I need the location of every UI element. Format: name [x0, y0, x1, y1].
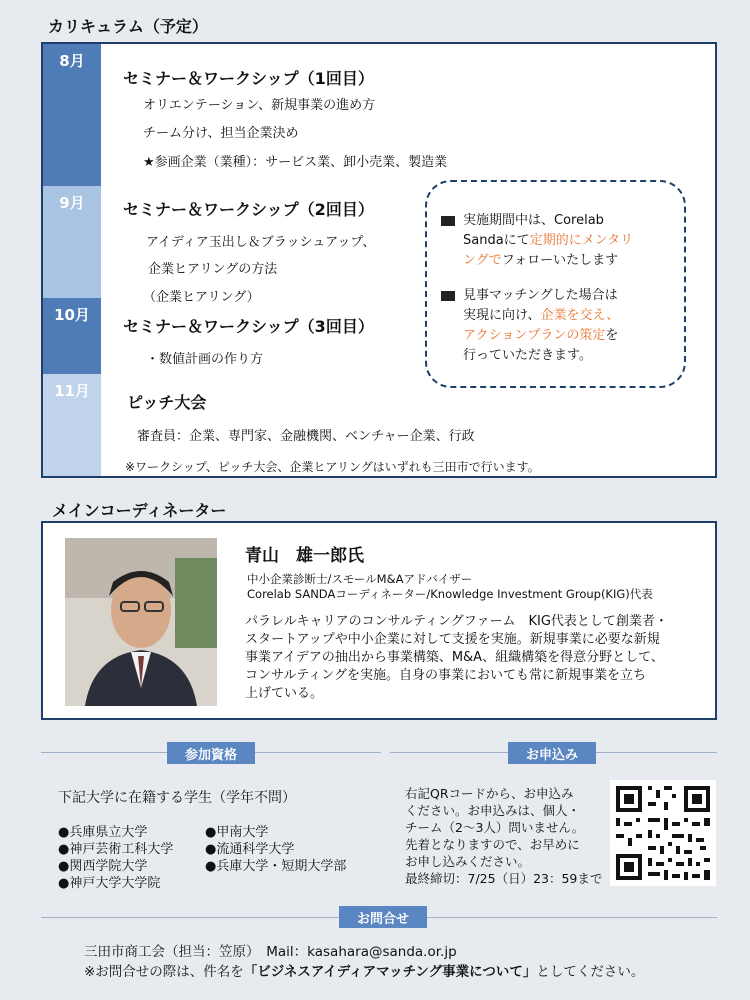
contact-tag: お問合せ: [339, 906, 427, 928]
coordinator-photo: [65, 538, 217, 706]
session2-line1: アイディア玉出し＆ブラッシュアップ、: [146, 235, 376, 250]
coordinator-box: [41, 521, 717, 720]
contact-line1: 三田市商工会（担当：笠原） Mail：kasahara@sanda.or.jp: [84, 944, 457, 960]
coordinator-bio: パラレルキャリアのコンサルティングファーム KIG代表として創業者・ スタートアップや中小企業に対して支援を実施。新規事業に必要な新規 事業アイデアの抽出から事業構築、M&A、組織構築を得意分野として、 コンサルティングを実施。自身の事業においても常に新規事業を立ち 上げている。: [245, 614, 668, 701]
square-bullet-icon: [441, 216, 455, 226]
session4-title: ピッチ大会: [127, 393, 207, 412]
coordinator-role2: Corelab SANDAコーディネーター/Knowledge Investment Group(KIG)代表: [247, 587, 653, 601]
eligibility-tag: 参加資格: [167, 742, 255, 764]
coordinator-section-title: メインコーディネーター: [52, 501, 227, 520]
note-item-2: 見事マッチングした場合は 実現に向け、企業を交え、 アクションプランの策定を 行っていただきます。: [441, 286, 671, 366]
month-column: [43, 44, 101, 476]
school-item: ●関西学院大学: [58, 859, 148, 874]
school-item: ●甲南大学: [205, 825, 269, 840]
session1-line1: オリエンテーション、新規事業の進め方: [143, 98, 376, 113]
apply-tag: お申込み: [508, 742, 596, 764]
qr-code-icon[interactable]: [610, 780, 716, 886]
school-item: ●兵庫県立大学: [58, 825, 148, 840]
school-item: ●兵庫大学・短期大学部: [205, 859, 347, 874]
coordinator-name: 青山 雄一郎氏: [245, 546, 364, 566]
month-september: 9月: [43, 186, 101, 298]
note-item-1: 実施期間中は、Corelab Sandaにて定期的にメンタリ ングでフォローいたします: [441, 211, 671, 271]
session3-line1: ・数値計画の作り方: [146, 352, 264, 367]
session2-line2: 企業ヒアリングの方法: [148, 262, 278, 277]
session2-line3: （企業ヒアリング）: [143, 290, 260, 305]
square-bullet-icon: [441, 291, 455, 301]
eligibility-lead: 下記大学に在籍する学生（学年不問）: [58, 790, 296, 806]
session1-line2: チーム分け、担当企業決め: [143, 126, 299, 141]
session2-title: セミナー＆ワークシップ（2回目）: [123, 200, 374, 219]
school-item: ●神戸芸術工科大学: [58, 842, 174, 857]
month-november: 11月: [43, 374, 101, 476]
apply-text: 右記QRコードから、お申込み ください。お申込みは、個人・ チーム（2～3人）問いません。 先着となりますので、お早めに お申し込みください。 最終締切：7/25（日）23：59まで: [405, 786, 603, 886]
school-item: ●流通科学大学: [205, 842, 295, 857]
contact-line2: ※お問合せの際は、件名を「ビジネスアイディアマッチング事業について」としてください。: [84, 964, 645, 980]
curriculum-footnote: ※ワークシップ、ピッチ大会、企業ヒアリングはいずれも三田市で行います。: [125, 460, 540, 474]
school-item: ●神戸大学大学院: [58, 876, 161, 891]
session1-line3: ★参画企業（業種）：サービス業、卸小売業、製造業: [143, 155, 448, 170]
session4-line1: 審査員：企業、専門家、金融機関、ベンチャー企業、行政: [137, 429, 475, 444]
session3-title: セミナー＆ワークシップ（3回目）: [123, 317, 374, 336]
note-box: [425, 180, 686, 388]
curriculum-title: カリキュラム（予定）: [48, 17, 208, 36]
session1-title: セミナー＆ワークシップ（1回目）: [123, 69, 374, 88]
month-october: 10月: [43, 298, 101, 374]
month-august: 8月: [43, 44, 101, 186]
coordinator-role1: 中小企業診断士/スモールM&Aアドバイザー: [247, 572, 473, 586]
